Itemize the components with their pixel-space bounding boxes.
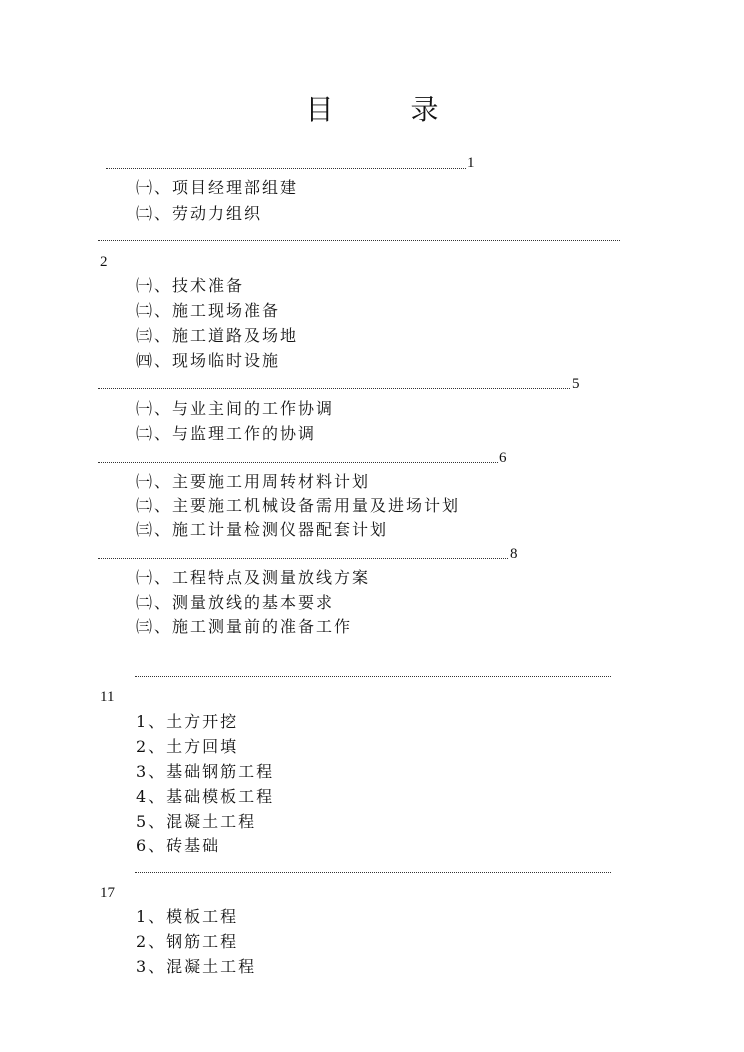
toc-page-number: 6 <box>499 450 507 466</box>
toc-item[interactable]: 2、土方回填 <box>136 737 239 756</box>
toc-item[interactable]: 3、混凝土工程 <box>136 957 257 976</box>
toc-item[interactable]: ㈣、现场临时设施 <box>136 351 281 370</box>
toc-leader-dots <box>135 662 611 677</box>
toc-page-number: 11 <box>100 689 115 705</box>
toc-page-number: 2 <box>100 254 108 270</box>
toc-page-number: 8 <box>510 546 518 562</box>
toc-page-number: 1 <box>467 155 475 171</box>
toc-item[interactable]: ㈡、主要施工机械设备需用量及进场计划 <box>136 496 461 515</box>
toc-item[interactable]: 6、砖基础 <box>136 836 221 855</box>
toc-leader-dots <box>98 448 498 463</box>
toc-item[interactable]: 1、土方开挖 <box>136 712 239 731</box>
toc-item[interactable]: ㈡、测量放线的基本要求 <box>136 593 335 612</box>
toc-item[interactable]: ㈠、工程特点及测量放线方案 <box>136 568 371 587</box>
toc-leader-dots <box>135 858 611 873</box>
toc-item[interactable]: ㈡、劳动力组织 <box>136 204 263 223</box>
toc-leader-dots <box>98 374 570 389</box>
toc-item[interactable]: ㈢、施工测量前的准备工作 <box>136 617 353 636</box>
toc-leader-dots <box>98 226 620 241</box>
toc-item[interactable]: ㈡、施工现场准备 <box>136 301 281 320</box>
toc-item[interactable]: 5、混凝土工程 <box>136 812 257 831</box>
toc-item[interactable]: ㈠、主要施工用周转材料计划 <box>136 472 371 491</box>
toc-leader-dots <box>98 544 508 559</box>
toc-item[interactable]: 2、钢筋工程 <box>136 932 239 951</box>
toc-page-number: 17 <box>100 885 115 901</box>
toc-leader-dots <box>106 154 466 169</box>
toc-item[interactable]: 3、基础钢筋工程 <box>136 762 275 781</box>
toc-item[interactable]: ㈢、施工道路及场地 <box>136 326 299 345</box>
toc-page-number: 5 <box>572 376 580 392</box>
toc-item[interactable]: ㈠、技术准备 <box>136 276 245 295</box>
page-title: 目 录 <box>305 93 473 126</box>
toc-item[interactable]: ㈡、与监理工作的协调 <box>136 424 317 443</box>
toc-item[interactable]: ㈠、项目经理部组建 <box>136 178 299 197</box>
toc-item[interactable]: ㈠、与业主间的工作协调 <box>136 399 335 418</box>
toc-item[interactable]: 4、基础模板工程 <box>136 787 275 806</box>
toc-item[interactable]: ㈢、施工计量检测仪器配套计划 <box>136 520 389 539</box>
toc-item[interactable]: 1、模板工程 <box>136 907 239 926</box>
